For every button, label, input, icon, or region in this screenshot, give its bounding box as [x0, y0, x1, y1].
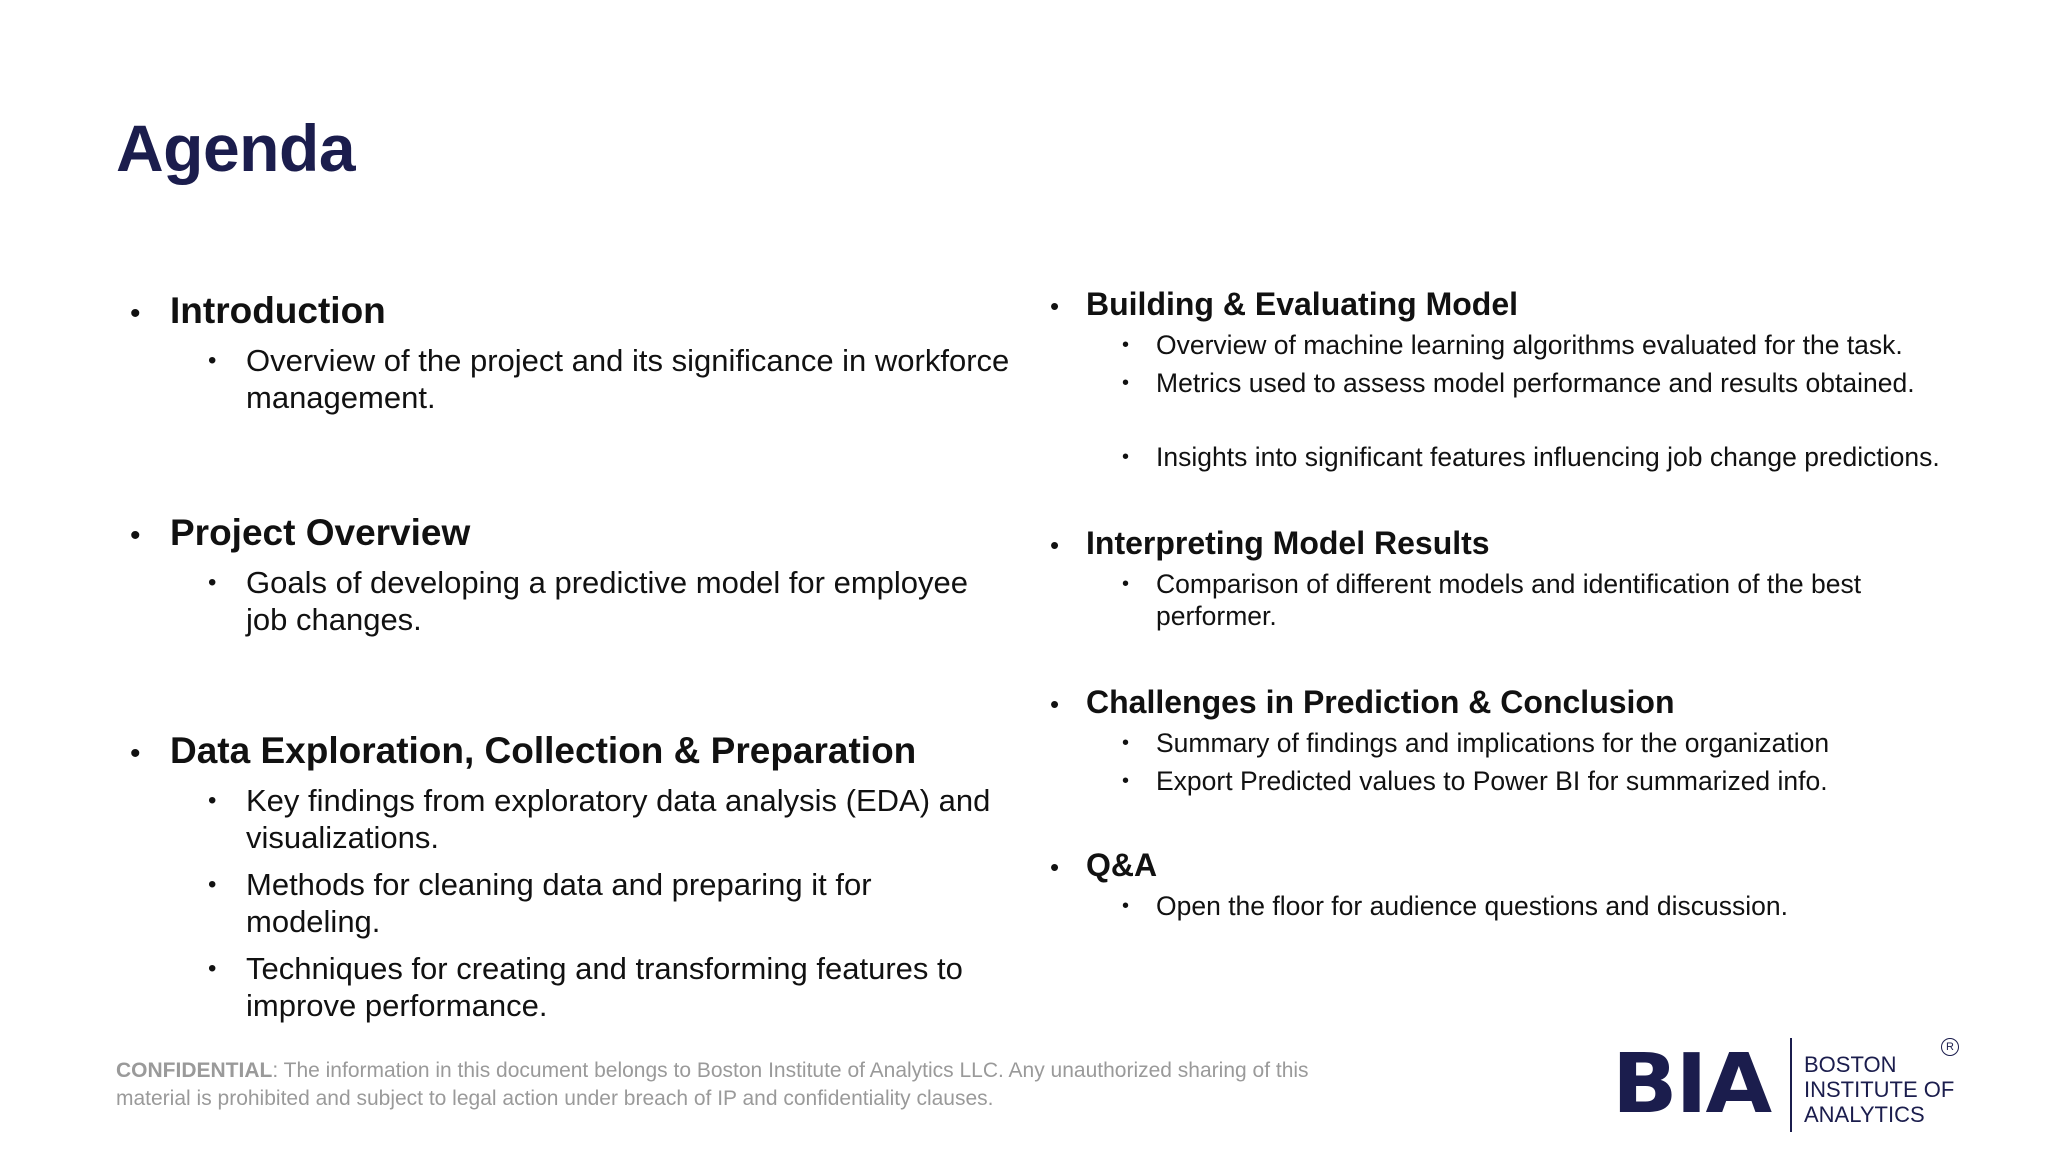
bullet-icon: •: [1122, 446, 1130, 468]
sub-item-text: Goals of developing a predictive model for employee job changes.: [246, 565, 969, 637]
agenda-section: [130, 730, 1010, 1024]
sub-list: [130, 782, 1010, 1024]
bullet-icon: •: [1122, 895, 1130, 917]
agenda-section: [130, 512, 1010, 638]
agenda-right-column: [1050, 286, 1970, 922]
agenda-section: [1050, 525, 1970, 632]
section-heading: [130, 730, 1010, 772]
bullet-icon: •: [130, 519, 141, 552]
sub-list: [1050, 568, 1970, 632]
section-heading-text: Project Overview: [170, 512, 471, 553]
sub-list: [1050, 329, 1970, 473]
section-heading: [130, 290, 1010, 332]
bullet-icon: •: [1122, 770, 1130, 792]
sub-item-text: Overview of the project and its significance in workforce management.: [246, 343, 1010, 415]
bullet-icon: •: [1050, 530, 1060, 560]
bullet-icon: •: [130, 297, 141, 330]
sub-list: [130, 342, 1010, 416]
agenda-section: [1050, 684, 1970, 797]
sub-item-text: Metrics used to assess model performance and results obtained.: [1156, 368, 1915, 398]
bullet-icon: •: [1050, 291, 1060, 321]
confidential-text: : The information in this document belongs to Boston Institute of Analytics LLC. Any unauthorized sharing of this material is prohibited and subject to legal action under breach of IP and confidentiality clauses.: [116, 1059, 1309, 1110]
bullet-icon: •: [208, 955, 217, 982]
sub-item-text: Insights into significant features influencing job change predictions.: [1156, 442, 1940, 472]
slide-title: Agenda: [116, 111, 356, 185]
sub-item-text: Overview of machine learning algorithms evaluated for the task.: [1156, 330, 1903, 360]
section-heading-text: Interpreting Model Results: [1086, 525, 1490, 561]
section-heading-text: Building & Evaluating Model: [1086, 286, 1518, 322]
bia-logo: [1612, 1038, 1972, 1134]
agenda-section: [1050, 847, 1970, 922]
registered-icon: R: [1941, 1038, 1959, 1056]
sub-item: [130, 866, 1010, 940]
logo-line-3: ANALYTICS: [1804, 1102, 1925, 1127]
sub-item-text: Export Predicted values to Power BI for summarized info.: [1156, 766, 1828, 796]
section-heading: [1050, 525, 1970, 562]
sub-item: [1050, 765, 1970, 797]
sub-item-text: Techniques for creating and transforming features to improve performance.: [246, 951, 963, 1023]
section-heading-text: Challenges in Prediction & Conclusion: [1086, 684, 1675, 720]
sub-item: [1050, 329, 1970, 361]
sub-item: [1050, 441, 1970, 473]
agenda-left-column: [130, 290, 1010, 1024]
section-heading-text: Data Exploration, Collection & Preparation: [170, 730, 917, 771]
section-heading: [1050, 286, 1970, 323]
sub-item-text: Summary of findings and implications for the organization: [1156, 728, 1830, 758]
section-heading: [1050, 847, 1970, 884]
logo-line-1: BOSTON: [1804, 1052, 1897, 1077]
logo-wordmark: [1804, 1052, 1954, 1127]
bullet-icon: •: [1122, 372, 1130, 394]
bullet-icon: •: [1122, 334, 1130, 356]
sub-item: [1050, 568, 1970, 632]
bullet-icon: •: [1122, 732, 1130, 754]
sub-item: [130, 782, 1010, 856]
agenda-section: [130, 290, 1010, 416]
logo-mark: BIA: [1612, 1037, 1771, 1132]
bullet-icon: •: [130, 737, 141, 770]
sub-item: [130, 342, 1010, 416]
sub-item: [1050, 727, 1970, 759]
sub-list: [130, 564, 1010, 638]
sub-list: [1050, 727, 1970, 797]
bullet-icon: •: [208, 569, 217, 596]
sub-item-text: Comparison of different models and identification of the best performer.: [1156, 569, 1862, 631]
sub-list: [1050, 890, 1970, 922]
bullet-icon: •: [1050, 852, 1060, 882]
bullet-icon: •: [1122, 573, 1130, 595]
section-heading-text: Introduction: [170, 290, 386, 331]
section-heading: [130, 512, 1010, 554]
sub-item: [130, 950, 1010, 1024]
bullet-icon: •: [208, 871, 217, 898]
sub-item: [130, 564, 1010, 638]
sub-item-text: Key findings from exploratory data analysis (EDA) and visualizations.: [246, 783, 991, 855]
section-heading: [1050, 684, 1970, 721]
agenda-section: [1050, 286, 1970, 473]
logo-divider: [1790, 1038, 1792, 1132]
logo-line-2: INSTITUTE OF: [1804, 1077, 1955, 1102]
section-heading-text: Q&A: [1086, 847, 1158, 883]
bullet-icon: •: [208, 347, 217, 374]
bullet-icon: •: [1050, 689, 1060, 719]
bullet-icon: •: [208, 787, 217, 814]
sub-item-text: Open the floor for audience questions and discussion.: [1156, 891, 1788, 921]
sub-item-text: Methods for cleaning data and preparing it for modeling.: [246, 867, 872, 939]
confidential-label: CONFIDENTIAL: [116, 1059, 273, 1082]
sub-item: [1050, 890, 1970, 922]
sub-item: [1050, 367, 1970, 399]
confidentiality-notice: [116, 1057, 1376, 1113]
